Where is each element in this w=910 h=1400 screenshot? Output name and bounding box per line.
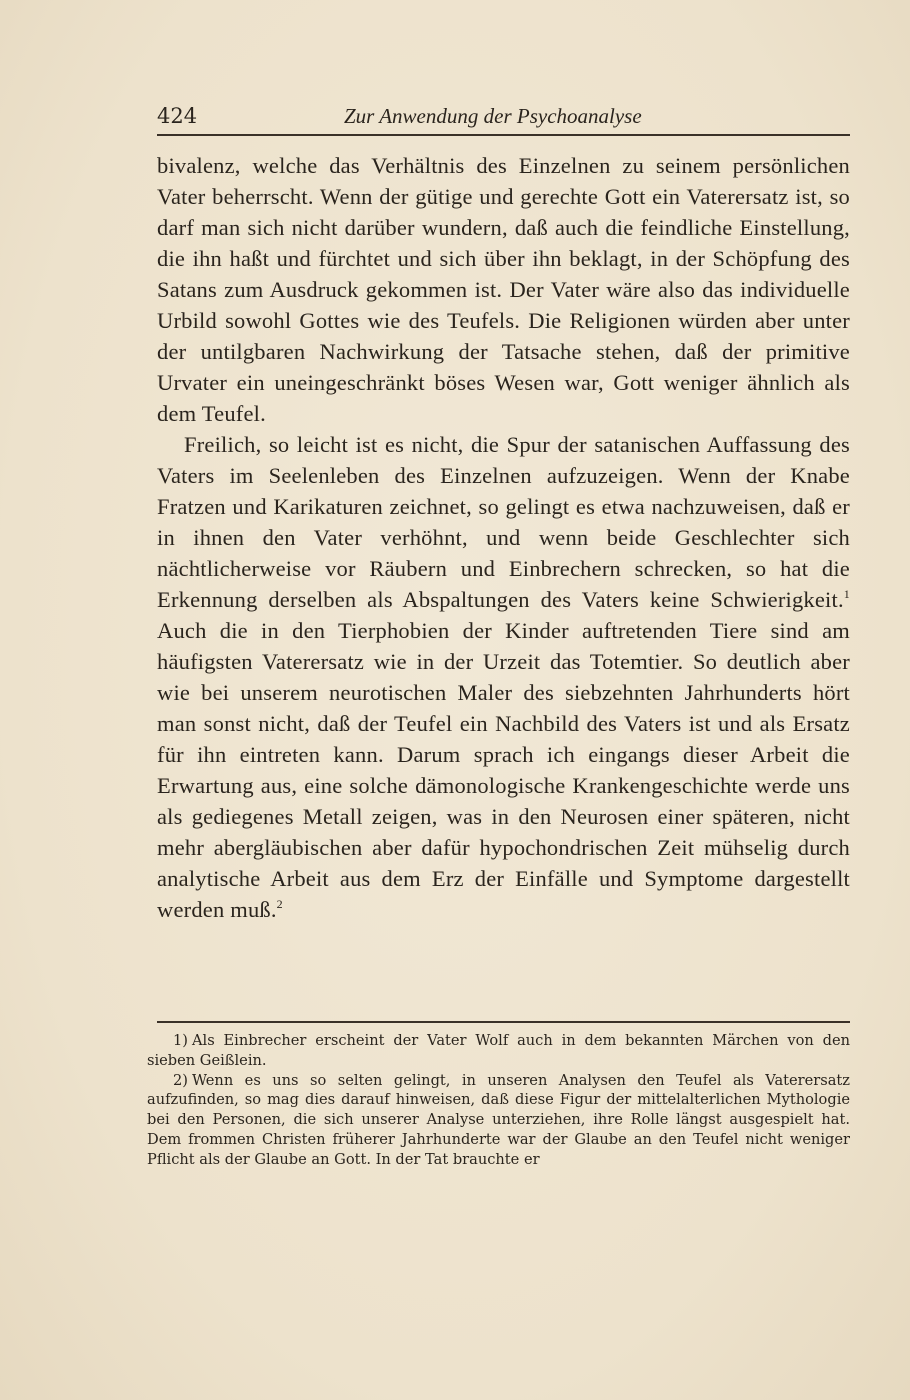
main-text: [157, 150, 850, 925]
paragraph-2-part-a: Freilich, so leicht ist es nicht, die Spur der satanischen Auffassung des Vaters im Seelenleben des Einzelnen aufzuzeigen. Wenn der Knabe Fratzen und Karikaturen zeichnet, so gelingt es etwa nachzuweisen, daß er in ihnen den Vater verhöhnt, und wenn beide Geschlechter sich nächtlicherweise vor Räubern und Einbrechern schrecken, so hat die Erkennung derselben als Abspaltungen des Vaters keine Schwierigkeit.: [157, 432, 850, 612]
footnote-2: [147, 1071, 850, 1170]
page-number: 424: [157, 104, 198, 128]
footnote-ref-1[interactable]: 1: [843, 587, 850, 601]
footnote-1: [147, 1031, 850, 1071]
footnote-rule: [157, 1021, 850, 1023]
footnote-2-marker: 2): [173, 1071, 188, 1089]
paragraph-2: [157, 429, 850, 925]
header-rule: [157, 134, 850, 136]
paragraph-1: bivalenz, welche das Verhältnis des Einzelnen zu seinem persönlichen Vater beherrscht. Wenn der gütige und gerechte Gott ein Vaterersatz ist, so darf man sich nicht darüber wundern, daß auch die feindliche Einstellung, die ihn haßt und fürchtet und sich über ihn beklagt, in der Schöpfung des Satans zum Ausdruck gekommen ist. Der Vater wäre also das individuelle Urbild sowohl Gottes wie des Teufels. Die Religionen würden aber unter der untilgbaren Nachwirkung der Tatsache stehen, daß der primitive Urvater ein uneingeschränkt böses Wesen war, Gott weniger ähnlich als dem Teufel.: [157, 153, 850, 426]
page-header: [157, 104, 851, 134]
footnote-1-text: Als Einbrecher erscheint der Vater Wolf auch in dem bekannten Märchen von den sieben Geißlein.: [147, 1032, 850, 1069]
paragraph-2-part-b: Auch die in den Tierphobien der Kinder auftretenden Tiere sind am häufigsten Vaterersatz wie in der Urzeit das Totemtier. So deutlich aber wie bei unserem neurotischen Maler des siebzehnten Jahrhunderts hört man sonst nicht, daß der Teufel ein Nachbild des Vaters ist und als Ersatz für ihn eintreten kann. Darum sprach ich eingangs dieser Arbeit die Erwartung aus, eine solche dämonologische Krankengeschichte werde uns als gediegenes Metall zeigen, was in den Neurosen einer späteren, nicht mehr abergläubischen aber dafür hypochondrischen Zeit mühselig durch analytische Arbeit aus dem Erz der Einfälle und Symptome dargestellt werden muß.: [157, 618, 850, 922]
footnote-1-marker: 1): [173, 1032, 188, 1049]
running-title: Zur Anwendung der Psychoanalyse: [344, 104, 642, 128]
footnote-2-text: Wenn es uns so selten gelingt, in unseren Analysen den Teufel als Vaterersatz aufzufinden, so mag dies darauf hinweisen, daß diese Figur der mittelalterlichen Mythologie bei den Personen, die sich unserer Analyse unterziehen, ihre Rolle längst ausgespielt hat. Dem frommen Christen früherer Jahrhunderte war der Glaube an den Teufel nicht weniger Pflicht als der Glaube an Gott. In der Tat brauchte er: [147, 1071, 850, 1168]
footnote-ref-2[interactable]: 2: [276, 897, 283, 911]
footnotes: [147, 1031, 850, 1170]
